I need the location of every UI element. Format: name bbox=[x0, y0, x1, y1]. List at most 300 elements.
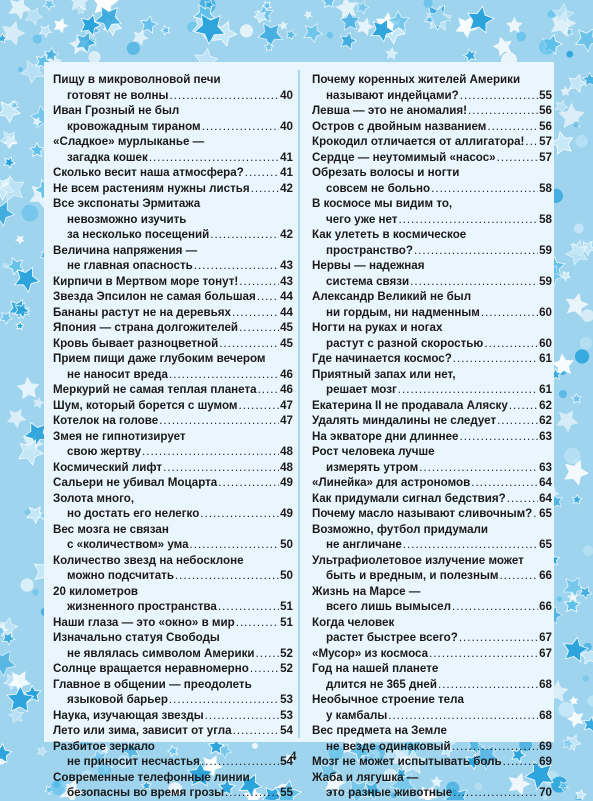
star-shape bbox=[322, 0, 336, 7]
toc-entry-line-with-page bbox=[53, 181, 293, 197]
dot-leader bbox=[169, 88, 279, 104]
dot-leader bbox=[453, 351, 538, 367]
toc-entry-line-with-page bbox=[53, 336, 293, 352]
toc-page-number: 56 bbox=[539, 103, 552, 119]
star-shape bbox=[38, 747, 47, 756]
toc-entry-text: загадка кошек bbox=[67, 150, 148, 166]
toc-entry bbox=[53, 475, 293, 491]
toc-entry-text: но достать его нелегко bbox=[67, 506, 199, 522]
toc-entry-line-with-page bbox=[312, 274, 552, 290]
toc-page-number: 50 bbox=[280, 568, 293, 584]
toc-page-number: 69 bbox=[539, 739, 552, 755]
toc-entry-text: Ультрафиолетовое излучение может bbox=[312, 553, 552, 569]
dot-shape bbox=[575, 135, 587, 147]
toc-entry-text: Кровь бывает разноцветной bbox=[53, 336, 218, 352]
toc-entry-text: Солнце вращается неравномерно bbox=[53, 661, 249, 677]
toc-entry bbox=[312, 258, 552, 289]
toc-entry-text: Ногти на руках и ногах bbox=[312, 320, 552, 336]
toc-page-number: 64 bbox=[539, 475, 552, 491]
dot-shape bbox=[2, 263, 8, 269]
toc-page-number: 48 bbox=[280, 444, 293, 460]
toc-entry-text: Иван Грозный не был bbox=[53, 103, 293, 119]
toc-page-number: 42 bbox=[280, 227, 293, 243]
toc-entry-text: Бананы растут не на деревьях bbox=[53, 305, 231, 321]
toc-entry bbox=[53, 553, 293, 584]
star-shape bbox=[358, 19, 374, 35]
toc-entry-text: свою жертву bbox=[67, 444, 141, 460]
page-number: 4 bbox=[290, 748, 297, 764]
toc-entry-line-with-page bbox=[312, 103, 552, 119]
toc-page-number: 64 bbox=[539, 491, 552, 507]
star-shape bbox=[40, 25, 52, 37]
dot-shape bbox=[559, 390, 567, 398]
toc-entry-text: Сердце — неутомимый «насос» bbox=[312, 150, 496, 166]
dot-leader bbox=[388, 708, 538, 724]
toc-page-number: 45 bbox=[280, 320, 293, 336]
toc-entry-line-with-page bbox=[312, 677, 552, 693]
dot-leader bbox=[533, 506, 538, 522]
dot-leader bbox=[258, 382, 280, 398]
star-shape bbox=[15, 303, 30, 319]
dot-leader bbox=[239, 274, 279, 290]
toc-entry-text: не приносит несчастья bbox=[67, 754, 200, 770]
toc-entry bbox=[312, 723, 552, 754]
toc-entry bbox=[312, 119, 552, 135]
dot-leader bbox=[509, 398, 538, 414]
star-shape bbox=[572, 495, 582, 505]
toc-entry bbox=[53, 165, 293, 181]
star-shape bbox=[564, 637, 588, 662]
star-shape bbox=[44, 0, 55, 10]
dot-leader bbox=[414, 243, 538, 259]
toc-entry-text: Где начинается космос? bbox=[312, 351, 452, 367]
toc-entry-text: не везде одинаковый bbox=[326, 739, 451, 755]
dot-leader bbox=[238, 398, 279, 414]
toc-entry-text: языковой барьер bbox=[67, 692, 168, 708]
toc-entry-line-with-page bbox=[312, 134, 552, 150]
toc-entry-line-with-page bbox=[312, 150, 552, 166]
toc-entry-line-with-page bbox=[312, 754, 552, 770]
toc-entry bbox=[312, 72, 552, 103]
star-shape bbox=[258, 23, 283, 47]
toc-page-number: 57 bbox=[539, 134, 552, 150]
toc-page-number: 47 bbox=[280, 413, 293, 429]
dot-leader bbox=[232, 305, 279, 321]
dot-leader bbox=[452, 599, 538, 615]
star-shape bbox=[304, 24, 323, 43]
dot-leader bbox=[239, 320, 279, 336]
toc-entry-text: Мозг не может испытывать боль bbox=[312, 754, 502, 770]
dot-shape bbox=[539, 39, 555, 55]
toc-entry bbox=[312, 522, 552, 553]
toc-entry-line-with-page bbox=[312, 88, 552, 104]
star-shape bbox=[18, 378, 39, 399]
toc-entry-text: Лето или зима, зависит от угла bbox=[53, 723, 232, 739]
toc-entry bbox=[312, 646, 552, 662]
star-shape bbox=[55, 19, 68, 33]
toc-entry-text: Вес мозга не связан bbox=[53, 522, 293, 538]
star-shape bbox=[0, 101, 20, 123]
toc-entry-text: жизненного пространства bbox=[67, 599, 217, 615]
toc-entry-line-with-page bbox=[312, 119, 552, 135]
toc-entry-line-with-page bbox=[53, 367, 293, 383]
toc-entry-text: Золота много, bbox=[53, 491, 293, 507]
star-shape bbox=[279, 22, 287, 30]
toc-entry-text: Шум, который борется с шумом bbox=[53, 398, 237, 414]
toc-page-number: 66 bbox=[539, 568, 552, 584]
toc-page-number: 69 bbox=[539, 754, 552, 770]
toc-entry-line-with-page bbox=[312, 336, 552, 352]
star-shape bbox=[7, 686, 34, 712]
toc-entry-text: называют индейцами? bbox=[326, 88, 459, 104]
toc-entry bbox=[312, 103, 552, 119]
toc-entry-text: Япония — страна долгожителей bbox=[53, 320, 238, 336]
toc-entry-line-with-page bbox=[53, 88, 293, 104]
star-shape bbox=[576, 29, 593, 52]
toc-entry-text: Разбитое зеркало bbox=[53, 739, 293, 755]
dot-leader bbox=[202, 119, 280, 135]
toc-page-number: 50 bbox=[280, 537, 293, 553]
toc-entry-text: за несколько посещений bbox=[67, 227, 209, 243]
dot-leader bbox=[210, 227, 279, 243]
toc-page-number: 51 bbox=[280, 615, 293, 631]
toc-entry-text: Необычное строение тела bbox=[312, 692, 552, 708]
dot-leader bbox=[460, 429, 539, 445]
toc-entry bbox=[312, 227, 552, 258]
toc-entry-line-with-page bbox=[53, 506, 293, 522]
star-shape bbox=[30, 143, 44, 157]
toc-entry-line-with-page bbox=[312, 506, 552, 522]
toc-entry-text: растет быстрее всего? bbox=[326, 630, 458, 646]
toc-entry-text: Почему коренных жителей Америки bbox=[312, 72, 552, 88]
toc-entry bbox=[312, 367, 552, 398]
toc-entry-line-with-page bbox=[312, 739, 552, 755]
toc-page-number: 65 bbox=[539, 506, 552, 522]
toc-entry-text: «Сладкое» мурлыканье — bbox=[53, 134, 293, 150]
toc-entry-text: «Линейка» для астрономов bbox=[312, 475, 470, 491]
toc-entry-line-with-page bbox=[312, 413, 552, 429]
dot-leader bbox=[159, 413, 279, 429]
star-shape bbox=[557, 411, 578, 432]
toc-entry-text: решает мозг bbox=[326, 382, 397, 398]
toc-entry bbox=[53, 382, 293, 398]
toc-entry-text: Кирпичи в Мертвом море тонут! bbox=[53, 274, 238, 290]
dot-leader bbox=[499, 568, 538, 584]
dot-leader bbox=[459, 630, 538, 646]
star-shape bbox=[569, 75, 586, 93]
toc-entry-text: Приятный запах или нет, bbox=[312, 367, 552, 383]
toc-entry-text: Жаба и лягушка — bbox=[312, 770, 552, 786]
toc-entry-text: быть и вредным, и полезным bbox=[326, 568, 498, 584]
toc-entry-text: можно подсчитать bbox=[67, 568, 174, 584]
toc-entry-text: Количество звезд на небосклоне bbox=[53, 553, 293, 569]
toc-entry-text: всего лишь вымысел bbox=[326, 599, 451, 615]
star-shape bbox=[357, 1, 369, 14]
toc-page-number: 60 bbox=[539, 305, 552, 321]
dot-leader bbox=[419, 460, 538, 476]
dot-leader bbox=[169, 692, 279, 708]
toc-entry bbox=[53, 723, 293, 739]
toc-entry-text: Главное в общении — преодолеть bbox=[53, 677, 293, 693]
toc-entry-text: Год на нашей планете bbox=[312, 661, 552, 677]
toc-entry bbox=[53, 661, 293, 677]
toc-page-number: 49 bbox=[280, 506, 293, 522]
dot-shape bbox=[566, 51, 573, 58]
star-shape bbox=[561, 272, 570, 280]
toc-entry-text: у камбалы bbox=[326, 708, 387, 724]
dot-leader bbox=[452, 739, 538, 755]
toc-entry-text: Котелок на голове bbox=[53, 413, 158, 429]
toc-entry-text: 20 километров bbox=[53, 584, 293, 600]
toc-entry-text: не являлась символом Америки bbox=[67, 646, 255, 662]
toc-page-number: 44 bbox=[280, 289, 293, 305]
toc-entry-text: Как улететь в космическое bbox=[312, 227, 552, 243]
toc-entry bbox=[312, 692, 552, 723]
toc-entry bbox=[312, 553, 552, 584]
toc-entry bbox=[312, 661, 552, 692]
toc-entry-text: Александр Великий не был bbox=[312, 289, 552, 305]
toc-page-number: 61 bbox=[539, 351, 552, 367]
toc-entry-line-with-page bbox=[53, 227, 293, 243]
dot-leader bbox=[497, 413, 538, 429]
toc-entry-line-with-page bbox=[53, 444, 293, 460]
toc-page-number: 63 bbox=[539, 460, 552, 476]
toc-entry bbox=[312, 754, 552, 770]
toc-entry-text: Величина напряжения — bbox=[53, 243, 293, 259]
toc-entry-text: Изначально статуя Свободы bbox=[53, 630, 293, 646]
dot-leader bbox=[142, 444, 279, 460]
contents-column-right bbox=[312, 72, 552, 801]
toc-entry-text: измерять утром bbox=[326, 460, 418, 476]
toc-page-number: 41 bbox=[280, 165, 293, 181]
toc-entry-line-with-page bbox=[312, 305, 552, 321]
toc-page-number: 62 bbox=[539, 413, 552, 429]
toc-entry bbox=[312, 584, 552, 615]
toc-entry bbox=[312, 196, 552, 227]
star-shape bbox=[507, 18, 522, 32]
toc-page-number: 52 bbox=[280, 661, 293, 677]
toc-page-number: 53 bbox=[280, 708, 293, 724]
toc-entry-text: В космосе мы видим то, bbox=[312, 196, 552, 212]
dot-leader bbox=[205, 708, 279, 724]
dot-leader bbox=[256, 646, 280, 662]
dot-shape bbox=[580, 337, 593, 350]
star-shape bbox=[0, 132, 17, 148]
toc-entry bbox=[53, 630, 293, 661]
star-shape bbox=[561, 87, 570, 95]
star-shape bbox=[161, 26, 170, 35]
toc-page-number: 42 bbox=[280, 181, 293, 197]
star-shape bbox=[468, 6, 494, 32]
star-shape bbox=[336, 0, 357, 18]
toc-entry-line-with-page bbox=[312, 646, 552, 662]
toc-entry bbox=[53, 103, 293, 134]
dot-shape bbox=[574, 223, 584, 233]
dot-shape bbox=[240, 24, 253, 37]
toc-entry-text: Космический лифт bbox=[53, 460, 162, 476]
toc-entry-text: Меркурий не самая теплая планета bbox=[53, 382, 257, 398]
toc-entry bbox=[53, 429, 293, 460]
dot-shape bbox=[582, 675, 589, 682]
toc-entry bbox=[312, 429, 552, 445]
toc-entry bbox=[312, 289, 552, 320]
contents-column-left bbox=[53, 72, 293, 801]
toc-entry bbox=[312, 320, 552, 351]
toc-entry-line-with-page bbox=[312, 537, 552, 553]
toc-page-number: 58 bbox=[539, 181, 552, 197]
toc-entry bbox=[53, 336, 293, 352]
star-shape bbox=[304, 11, 312, 19]
dot-leader bbox=[201, 754, 279, 770]
star-shape bbox=[4, 157, 15, 168]
toc-entry-text: Змея не гипнотизирует bbox=[53, 429, 293, 445]
toc-entry-text: Сальери не убивал Моцарта bbox=[53, 475, 217, 491]
toc-entry-line-with-page bbox=[312, 212, 552, 228]
star-shape bbox=[16, 236, 24, 244]
toc-page-number: 40 bbox=[280, 88, 293, 104]
star-shape bbox=[0, 312, 12, 324]
star-shape bbox=[2, 22, 24, 45]
dot-leader bbox=[175, 568, 279, 584]
star-shape bbox=[579, 587, 592, 599]
toc-entry bbox=[312, 134, 552, 150]
star-shape bbox=[576, 790, 586, 800]
toc-entry-text: это разные животные bbox=[326, 785, 452, 801]
dot-leader bbox=[484, 336, 538, 352]
toc-entry-line-with-page bbox=[53, 754, 293, 770]
toc-entry-line-with-page bbox=[53, 165, 293, 181]
toc-entry-text: Остров с двойным названием bbox=[312, 119, 486, 135]
toc-entry bbox=[312, 506, 552, 522]
star-shape bbox=[386, 48, 398, 60]
toc-entry-text: Звезда Эпсилон не самая большая bbox=[53, 289, 256, 305]
toc-page-number: 54 bbox=[280, 723, 293, 739]
star-shape bbox=[0, 651, 16, 676]
toc-entry bbox=[312, 615, 552, 646]
toc-entry-text: длится не 365 дней bbox=[326, 677, 437, 693]
dot-shape bbox=[20, 578, 33, 591]
toc-entry bbox=[53, 491, 293, 522]
toc-entry-text: Удалять миндалины не следует bbox=[312, 413, 496, 429]
toc-page-number: 47 bbox=[280, 398, 293, 414]
dot-leader bbox=[453, 785, 538, 801]
toc-entry-line-with-page bbox=[53, 119, 293, 135]
toc-entry-line-with-page bbox=[53, 568, 293, 584]
toc-entry-text: Наука, изучающая звезды bbox=[53, 708, 204, 724]
toc-page-number: 46 bbox=[280, 367, 293, 383]
toc-entry-line-with-page bbox=[312, 568, 552, 584]
toc-page-number: 56 bbox=[539, 119, 552, 135]
toc-entry-text: Как придумали сигнал бедствия? bbox=[312, 491, 506, 507]
toc-entry-text: Екатерина II не продавала Аляску bbox=[312, 398, 508, 414]
toc-entry-text: Пищу в микроволновой печи bbox=[53, 72, 293, 88]
dot-leader bbox=[194, 258, 279, 274]
toc-page-number: 41 bbox=[280, 150, 293, 166]
toc-entry-line-with-page bbox=[312, 351, 552, 367]
toc-page-number: 44 bbox=[280, 305, 293, 321]
dot-leader bbox=[503, 754, 538, 770]
dot-leader bbox=[398, 382, 538, 398]
toc-entry-line-with-page bbox=[53, 646, 293, 662]
toc-page-number: 67 bbox=[539, 646, 552, 662]
toc-page-number: 68 bbox=[539, 677, 552, 693]
toc-entry-line-with-page bbox=[53, 475, 293, 491]
dot-leader bbox=[225, 785, 279, 801]
star-shape bbox=[0, 201, 14, 226]
toc-entry bbox=[53, 770, 293, 801]
dot-leader bbox=[257, 289, 279, 305]
dot-shape bbox=[32, 589, 38, 595]
toc-entry bbox=[53, 274, 293, 290]
dot-leader bbox=[190, 537, 280, 553]
dot-shape bbox=[573, 121, 579, 127]
toc-entry bbox=[312, 165, 552, 196]
star-shape bbox=[556, 101, 568, 113]
dot-leader bbox=[460, 88, 538, 104]
toc-page-number: 46 bbox=[280, 382, 293, 398]
toc-entry-text: Не всем растениям нужны листья bbox=[53, 181, 250, 197]
star-shape bbox=[8, 410, 26, 428]
toc-entry bbox=[53, 413, 293, 429]
dot-leader bbox=[398, 212, 538, 228]
toc-entry-text: Нервы — надежная bbox=[312, 258, 552, 274]
toc-entry-line-with-page bbox=[53, 692, 293, 708]
toc-page-number: 67 bbox=[539, 630, 552, 646]
toc-entry-line-with-page bbox=[53, 150, 293, 166]
toc-entry bbox=[312, 770, 552, 801]
toc-entry bbox=[53, 460, 293, 476]
toc-entry-text: Почему масло называют сливочным? bbox=[312, 506, 532, 522]
toc-entry bbox=[53, 72, 293, 103]
star-shape bbox=[287, 30, 296, 40]
toc-entry-text: Современные телефонные линии bbox=[53, 770, 293, 786]
star-shape bbox=[141, 16, 158, 33]
toc-entry bbox=[53, 243, 293, 274]
toc-entry bbox=[53, 584, 293, 615]
toc-entry-text: готовят не волны bbox=[67, 88, 168, 104]
toc-entry bbox=[312, 413, 552, 429]
toc-entry bbox=[53, 351, 293, 382]
star-shape bbox=[570, 697, 578, 705]
dot-shape bbox=[581, 309, 593, 322]
toc-page-number: 68 bbox=[539, 708, 552, 724]
dot-leader bbox=[438, 677, 538, 693]
toc-entry bbox=[53, 522, 293, 553]
dot-leader bbox=[507, 491, 538, 507]
dot-leader bbox=[236, 615, 279, 631]
toc-entry-text: Сколько весит наша атмосфера? bbox=[53, 165, 244, 181]
star-shape bbox=[340, 32, 356, 49]
dot-shape bbox=[516, 32, 526, 42]
toc-entry-text: растут с разной скоростью bbox=[326, 336, 483, 352]
dot-shape bbox=[575, 349, 589, 363]
star-shape bbox=[15, 267, 40, 292]
dot-leader bbox=[403, 537, 538, 553]
dot-shape bbox=[25, 509, 31, 515]
toc-page-number: 51 bbox=[280, 599, 293, 615]
toc-page-number: 49 bbox=[280, 475, 293, 491]
toc-entry-text: кровожадным тираном bbox=[67, 119, 201, 135]
toc-entry-line-with-page bbox=[53, 320, 293, 336]
star-shape bbox=[565, 461, 588, 485]
dot-leader bbox=[471, 475, 538, 491]
dot-leader bbox=[149, 150, 279, 166]
toc-entry bbox=[312, 150, 552, 166]
toc-entry bbox=[53, 181, 293, 197]
toc-entry-text: Обрезать волосы и ногти bbox=[312, 165, 552, 181]
toc-entry bbox=[312, 398, 552, 414]
dot-leader bbox=[429, 646, 538, 662]
